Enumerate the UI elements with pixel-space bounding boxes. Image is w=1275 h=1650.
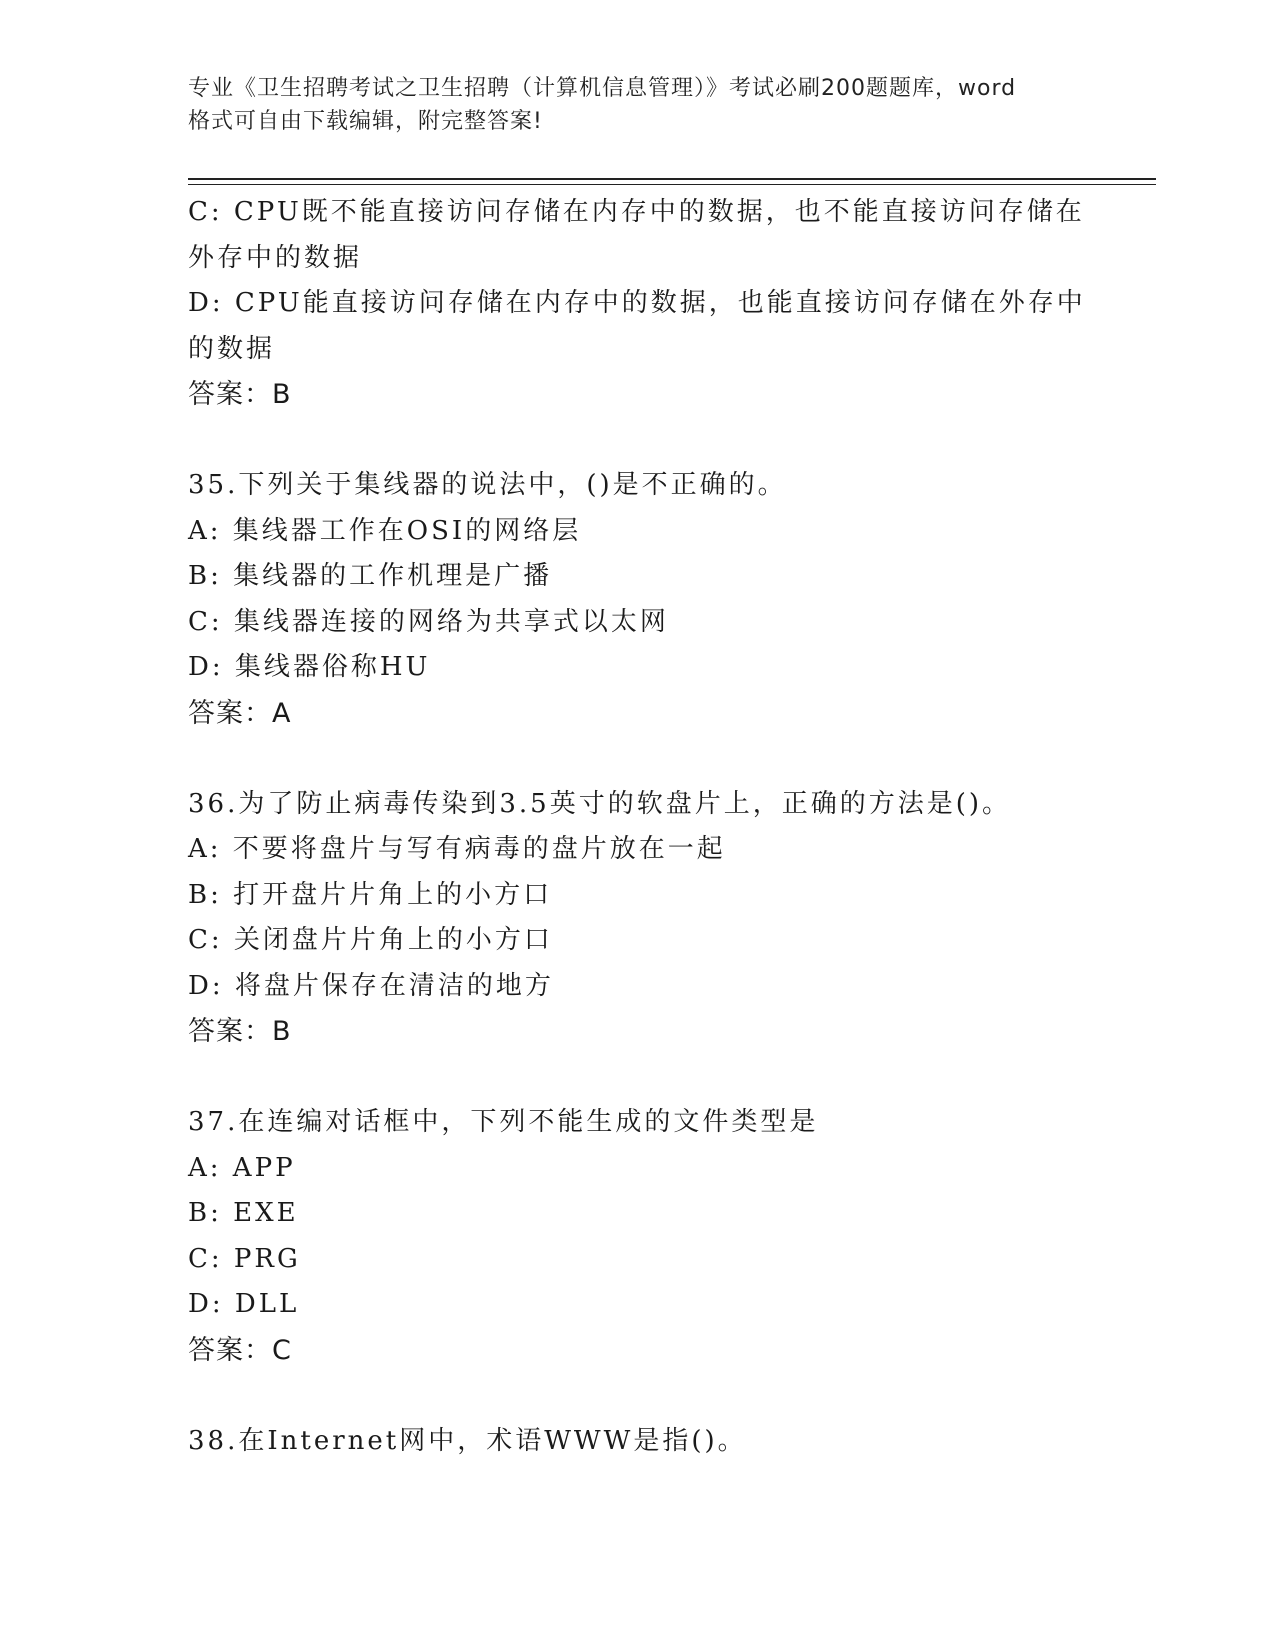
option-a: A: APP	[188, 1152, 296, 1183]
document-body	[188, 190, 1088, 1464]
option-d: D: 集线器俗称HU	[188, 652, 431, 682]
question-stem: 38.在Internet网中，术语WWW是指()。	[188, 1425, 747, 1456]
answer: 答案：A	[188, 697, 292, 729]
spacer	[188, 1373, 1088, 1419]
question-stem: 35.下列关于集线器的说法中，()是不正确的。	[188, 470, 787, 500]
question-36	[188, 782, 1088, 1055]
option-b: B: 打开盘片片角上的小方口	[188, 879, 553, 910]
question-38	[188, 1419, 1088, 1465]
option-b: B: EXE	[188, 1198, 299, 1228]
option-d: D: DLL	[188, 1289, 300, 1319]
option-d-line-2: 的数据	[188, 333, 276, 364]
option-c: C: 集线器连接的网络为共享式以太网	[188, 606, 669, 637]
option-c: C: PRG	[188, 1243, 301, 1274]
header-line-2: 格式可自由下载编辑，附完整答案!	[188, 109, 543, 134]
option-d: D: 将盘片保存在清洁的地方	[188, 970, 554, 1001]
header-divider-thin	[188, 184, 1156, 185]
spacer	[188, 418, 1088, 464]
question-34-continued	[188, 190, 1088, 418]
header-divider-thick	[188, 178, 1156, 180]
option-c: C: 关闭盘片片角上的小方口	[188, 925, 553, 955]
option-c-line-1: C: CPU既不能直接访问存储在内存中的数据，也不能直接访问存储在	[188, 197, 1085, 227]
answer: 答案：B	[188, 379, 292, 410]
option-c-line-2: 外存中的数据	[188, 242, 363, 273]
answer: 答案：C	[188, 1334, 292, 1366]
question-37	[188, 1100, 1088, 1373]
option-d-line-1: D: CPU能直接访问存储在内存中的数据，也能直接访问存储在外存中	[188, 288, 1086, 318]
document-header	[188, 72, 1088, 138]
question-35	[188, 463, 1088, 736]
option-a: A: 集线器工作在OSI的网络层	[188, 515, 582, 546]
question-stem: 36.为了防止病毒传染到3.5英寸的软盘片上，正确的方法是()。	[188, 788, 1011, 819]
answer: 答案：B	[188, 1016, 292, 1047]
question-stem: 37.在连编对话框中，下列不能生成的文件类型是	[188, 1107, 819, 1137]
option-b: B: 集线器的工作机理是广播	[188, 561, 553, 591]
spacer	[188, 736, 1088, 782]
option-a: A: 不要将盘片与写有病毒的盘片放在一起	[188, 834, 726, 864]
spacer	[188, 1055, 1088, 1101]
header-line-1: 专业《卫生招聘考试之卫生招聘（计算机信息管理）》考试必刷200题题库，word	[188, 76, 1017, 101]
